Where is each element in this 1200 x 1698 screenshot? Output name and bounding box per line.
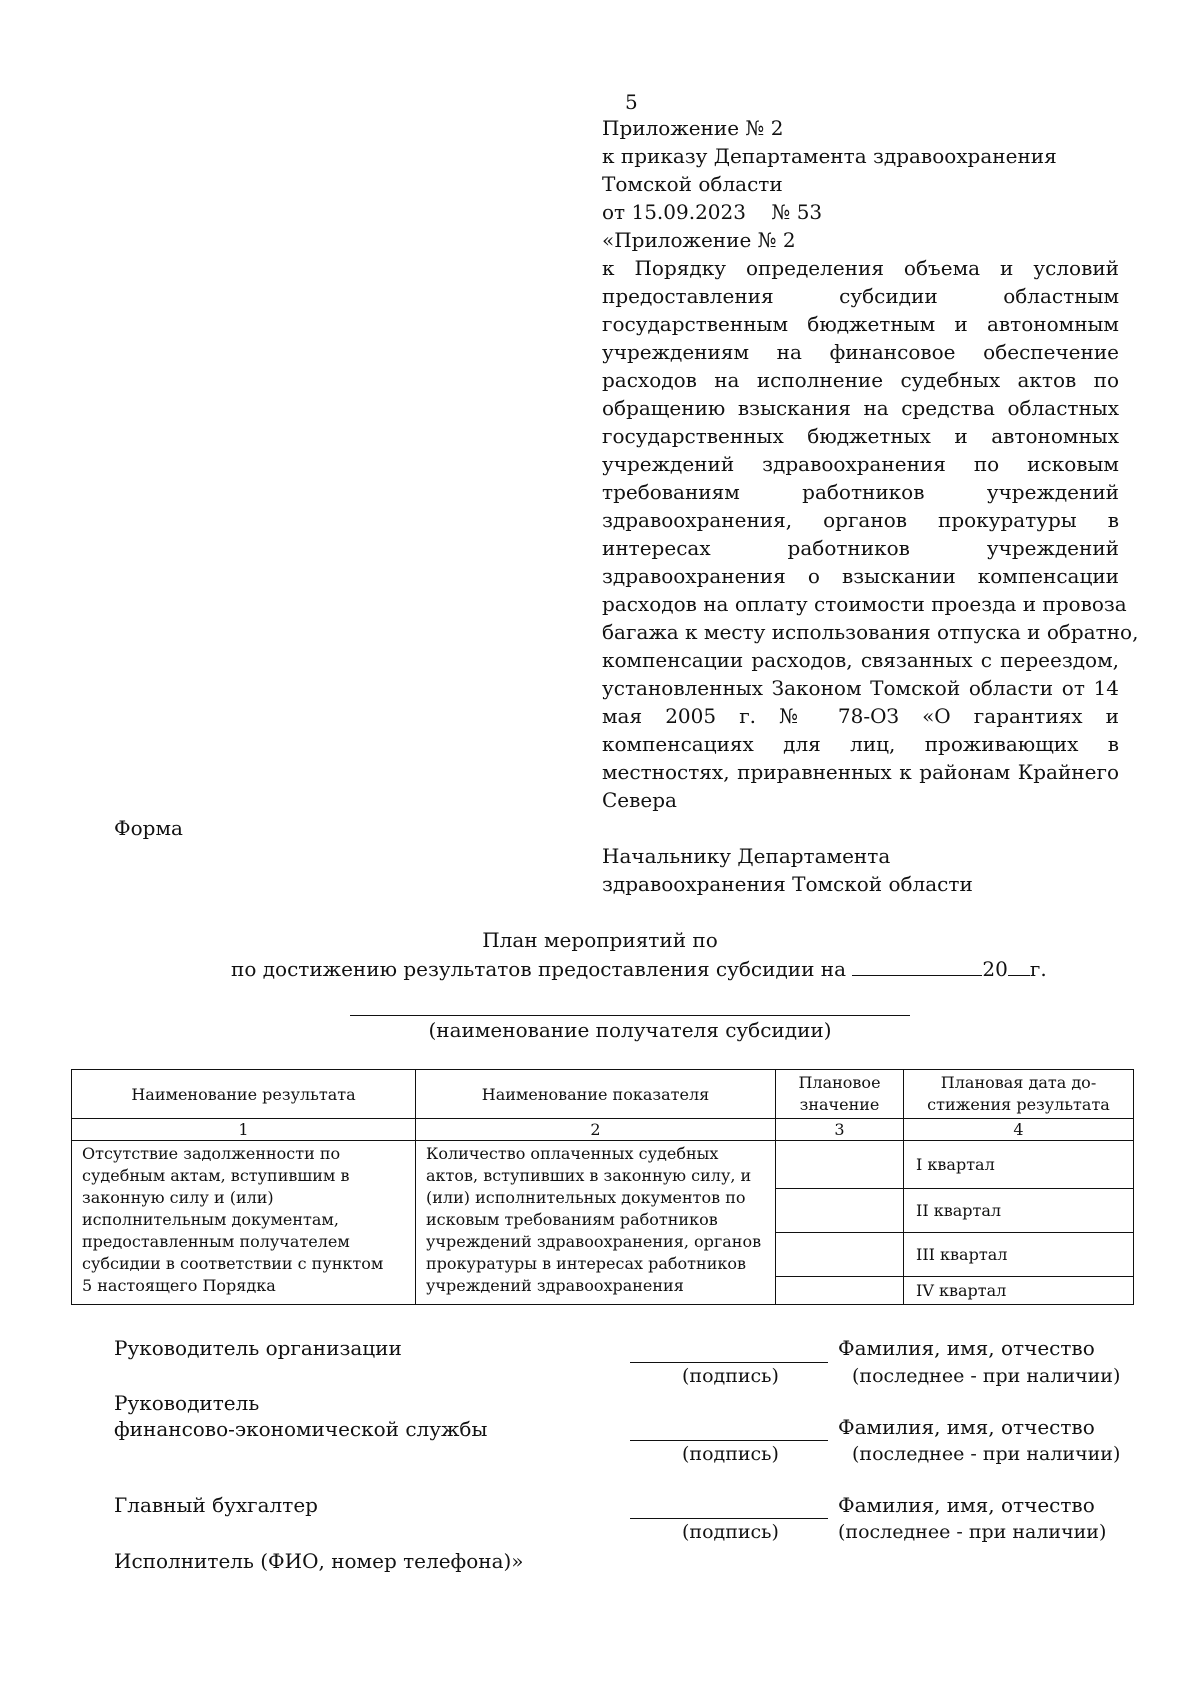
recipient-caption: (наименование получателя субсидии) [428,1018,832,1042]
header-line: багажа к месту использования отпуска и обратно, [602,620,1139,644]
table-header-row [72,1070,1134,1119]
header-line: Севера [602,788,677,812]
header-line: расходов на исполнение судебных актов по [602,368,1119,392]
plan-subtitle [231,955,1047,983]
addressee [602,842,973,898]
plan-title: План мероприятий по [482,928,718,952]
quarter-cell: II квартал [904,1189,1134,1233]
header-planned-value [776,1070,904,1119]
plan-year-prefix: 20 [982,957,1008,981]
header-line: Томской области [602,172,783,196]
header-planned-date-line: Плановая дата до- [940,1073,1097,1092]
fio-label: Фамилия, имя, отчество [838,1336,1095,1360]
indicator-line: (или) исполнительных документов по [426,1188,746,1207]
header-line: государственных бюджетных и автономных [602,424,1119,448]
fio-note: (последнее - при наличии) [852,1365,1121,1387]
header-planned-date-line: стижения результата [927,1095,1110,1114]
header-planned-date [904,1070,1134,1119]
signature-caption: (подпись) [682,1443,779,1465]
column-number: 2 [416,1119,776,1141]
addressee-line: Начальнику Департамента [602,844,891,868]
header-indicator: Наименование показателя [416,1070,776,1119]
indicator-line: учреждений здравоохранения, органов [426,1232,762,1251]
header-line: учреждений здравоохранения по исковым [602,452,1119,476]
header-line: государственным бюджетным и автономным [602,312,1119,336]
indicator-line: исковым требованиям работников [426,1210,718,1229]
indicator-line: Количество оплаченных судебных [426,1144,719,1163]
header-planned-value-line: значение [799,1095,880,1114]
result-cell [72,1141,416,1305]
planned-value-cell[interactable] [776,1277,904,1305]
executor-line: Исполнитель (ФИО, номер телефона)» [114,1549,524,1573]
indicator-cell [416,1141,776,1305]
indicator-line: прокуратуры в интересах работников [426,1254,746,1273]
quarter-cell: III квартал [904,1233,1134,1277]
header-line: мая 2005 г. № 78-ОЗ «О гарантиях и [602,704,1119,728]
header-line: «Приложение № 2 [602,228,796,252]
fio-note: (последнее - при наличии) [852,1443,1121,1465]
form-label: Форма [114,816,183,840]
planned-value-cell[interactable] [776,1189,904,1233]
header-line: здравоохранения, органов прокуратуры в [602,508,1119,532]
signature-role: Руководитель организации [114,1336,402,1360]
period-blank [852,955,982,976]
header-line: учреждениям на финансовое обеспечение [602,340,1119,364]
planned-value-cell[interactable] [776,1233,904,1277]
header-line: установленных Законом Томской области от 14 [602,676,1119,700]
fio-note: (последнее - при наличии) [838,1521,1107,1543]
signature-role: Главный бухгалтер [114,1493,318,1517]
header-line: от 15.09.2023 № 53 [602,200,823,224]
header-justified-block [602,254,1139,786]
header-line: расходов на оплату стоимости проезда и провоза [602,592,1127,616]
header-planned-value-line: Плановое [798,1073,881,1092]
plan-subtitle-text: по достижению результатов предоставления субсидии на [231,957,847,981]
header-line: к Порядку определения объема и условий [602,256,1119,280]
signature-role: Руководитель [114,1391,260,1415]
planned-value-cell[interactable] [776,1141,904,1189]
header-line: здравоохранения о взыскании компенсации [602,564,1119,588]
result-line: субсидии в соответствии с пунктом [82,1254,384,1273]
table-numbers-row [72,1119,1134,1141]
fio-label: Фамилия, имя, отчество [838,1415,1095,1439]
appendix-header [602,114,1139,814]
result-line: законную силу и (или) [82,1188,274,1207]
header-line: Приложение № 2 [602,116,784,140]
result-line: предоставленным получателем [82,1232,350,1251]
result-line: исполнительным документам, [82,1210,339,1229]
addressee-line: здравоохранения Томской области [602,872,973,896]
result-line: Отсутствие задолженности по [82,1144,341,1163]
header-line: компенсации расходов, связанных с переездом, [602,648,1119,672]
column-number: 3 [776,1119,904,1141]
fio-label: Фамилия, имя, отчество [838,1493,1095,1517]
result-line: 5 настоящего Порядка [82,1276,276,1295]
year-blank [1008,955,1030,976]
signature-role: финансово-экономической службы [114,1417,488,1441]
header-line: компенсациях для лиц, проживающих в [602,732,1119,756]
plan-year-suffix: г. [1029,957,1047,981]
header-line: местностях, приравненных к районам Крайнего [602,760,1119,784]
indicator-line: учреждений здравоохранения [426,1276,684,1295]
result-line: судебным актам, вступившим в [82,1166,350,1185]
header-result: Наименование результата [72,1070,416,1119]
signature-caption: (подпись) [682,1521,779,1543]
header-line: обращению взыскания на средства областных [602,396,1119,420]
column-number: 4 [904,1119,1134,1141]
quarter-cell: IV квартал [904,1277,1134,1305]
table-row [72,1141,1134,1189]
quarter-cell: I квартал [904,1141,1134,1189]
indicator-line: актов, вступивших в законную силу, и [426,1166,752,1185]
column-number: 1 [72,1119,416,1141]
header-line: предоставления субсидии областным [602,284,1119,308]
plan-table [71,1069,1134,1305]
header-line: интересах работников учреждений [602,536,1119,560]
header-line: к приказу Департамента здравоохранения [602,144,1057,168]
page-number: 5 [625,90,638,114]
header-line: требованиям работников учреждений [602,480,1119,504]
signature-caption: (подпись) [682,1365,779,1387]
